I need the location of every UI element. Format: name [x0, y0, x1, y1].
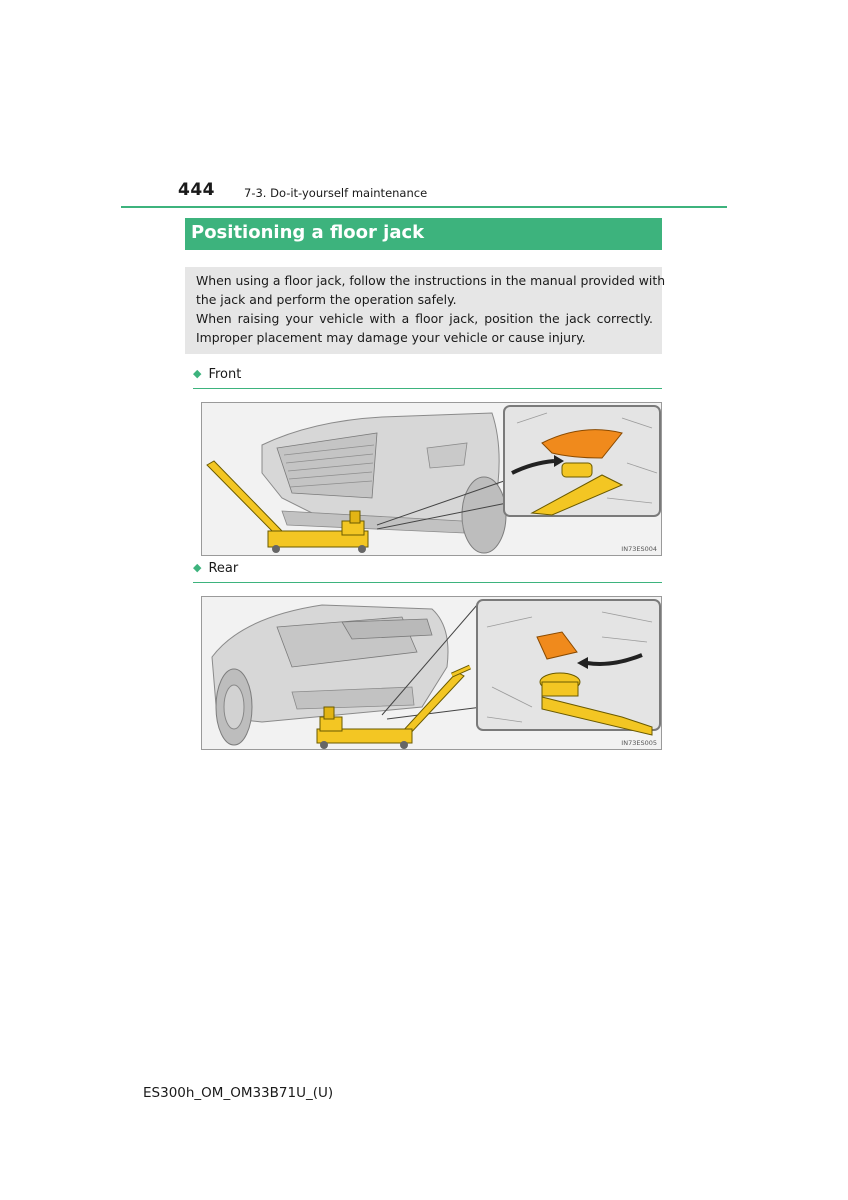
front-illustration-svg: [202, 403, 662, 556]
note-line: When raising your vehicle with a floor jack, position the jack correctly.: [196, 311, 653, 326]
rear-label: Rear: [208, 561, 239, 576]
page-title: Positioning a floor jack: [191, 222, 425, 243]
figure-code: IN73ES005: [621, 739, 657, 747]
note-line: When using a floor jack, follow the instructions in the manual provided with: [196, 273, 666, 288]
rear-jack-illustration: [201, 596, 662, 750]
note-box: [185, 267, 666, 354]
front-heading: [193, 367, 241, 382]
rear-heading: [193, 561, 238, 576]
page-number: 444: [178, 180, 215, 200]
diamond-icon: ◆: [193, 367, 202, 380]
header-divider: [121, 206, 727, 208]
front-divider: [193, 388, 662, 389]
figure-code: IN73ES004: [621, 545, 657, 553]
section-title: 7-3. Do-it-yourself maintenance: [244, 186, 428, 200]
rear-divider: [193, 582, 662, 583]
rear-illustration-svg: [202, 597, 662, 750]
note-line: the jack and perform the operation safely.: [196, 292, 457, 307]
title-bar: [185, 218, 662, 250]
front-label: Front: [208, 367, 242, 382]
note-line: Improper placement may damage your vehicle or cause injury.: [196, 330, 586, 345]
diamond-icon: ◆: [193, 561, 202, 574]
front-jack-illustration: [201, 402, 662, 556]
document-code: ES300h_OM_OM33B71U_(U): [143, 1085, 334, 1101]
